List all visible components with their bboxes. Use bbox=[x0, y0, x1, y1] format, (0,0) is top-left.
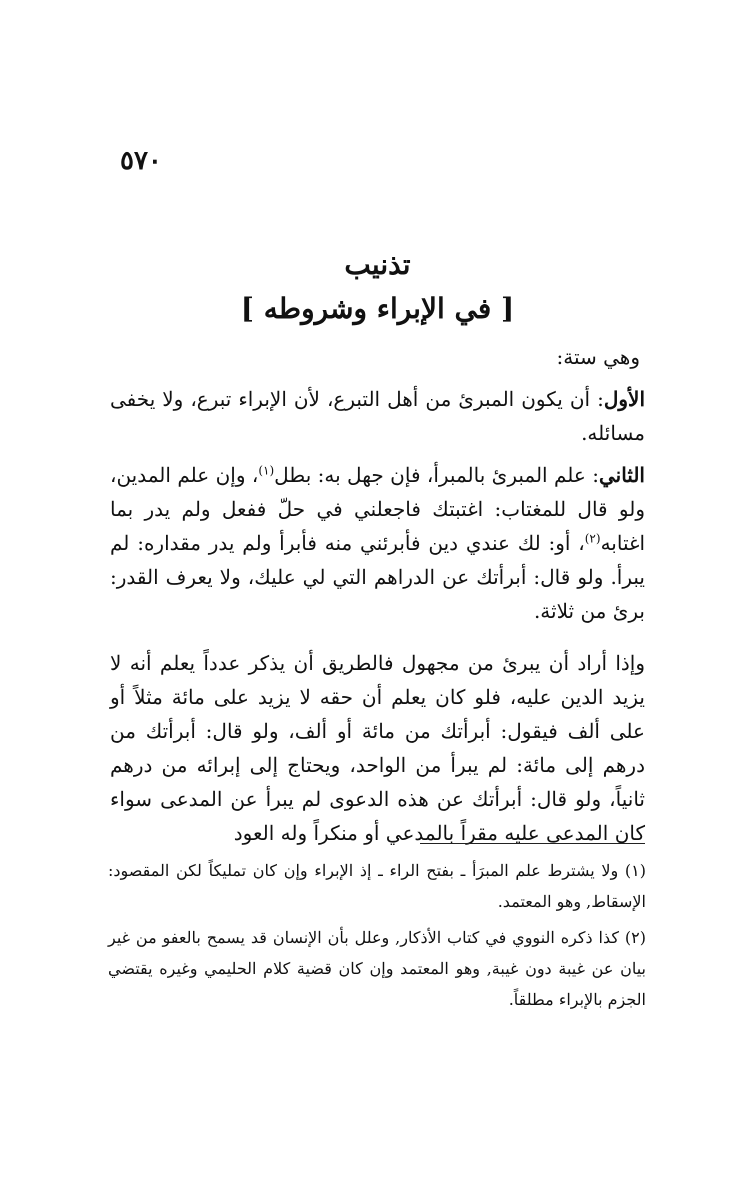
footnote-1 bbox=[108, 855, 646, 917]
footnote-ref-2[interactable]: (٢) bbox=[584, 531, 601, 546]
footnote-1-marker: (١) bbox=[624, 861, 646, 880]
condition-first-paragraph bbox=[110, 382, 645, 450]
page-number: ٥٧٠ bbox=[120, 146, 162, 176]
footnote-divider bbox=[420, 843, 645, 844]
section-title: تذنيب bbox=[344, 248, 411, 281]
section-subtitle: [ في الإبراء وشروطه ] bbox=[240, 292, 515, 325]
intro-text: وهي ستة: bbox=[556, 345, 640, 369]
footnote-1-text: ولا يشترط علم المبرَأ ـ بفتح الراء ـ إذ الإبراء وإن كان تمليكاً لكن المقصود: الإسقاط, وهو المعتمد. bbox=[108, 861, 646, 911]
condition-second-text-part3: ، أو: لك عندي دين فأبرئني منه فأبرأ ولم يدر مقداره: لم يبرأ. ولو قال: أبرأتك عن الدراهم التي لي عليك، ولا يعرف القدر: برئ من ثلاثة. bbox=[110, 531, 646, 623]
condition-second-paragraph bbox=[110, 458, 645, 628]
condition-first-lead: الأول bbox=[603, 387, 645, 411]
condition-second-text-part1: : علم المبرئ بالمبرأ، فإن جهل به: بطل bbox=[274, 463, 599, 487]
footnote-ref-1[interactable]: (١) bbox=[258, 463, 275, 478]
condition-first-text: : أن يكون المبرئ من أهل التبرع، لأن الإبراء تبرع، ولا يخفى مسائله. bbox=[110, 387, 645, 445]
footnote-2 bbox=[108, 922, 646, 1015]
condition-second-lead: الثاني bbox=[598, 463, 645, 487]
condition-second-text-part2: ، وإن علم المدين، ولو قال للمغتاب: اغتبتك فاجعلني في حلّ ففعل ولم يدر بما اغتابه bbox=[110, 463, 645, 555]
footnote-2-marker: (٢) bbox=[624, 928, 646, 947]
footnote-2-text: كذا ذكره النووي في كتاب الأذكار, وعلل بأن الإنسان قد يسمح بالعفو من غير بيان عن غيبة دون غيبة, وهو المعتمد وإن كان قضية كلام الحليمي وغيره يقتضي الجزم بالإبراء مطلقاً. bbox=[108, 928, 646, 1009]
body-paragraph-three: وإذا أراد أن يبرئ من مجهول فالطريق أن يذكر عدداً يعلم أنه لا يزيد الدين عليه، فلو كان يعلم أن حقه لا يزيد على مائة مثلاً أو على ألف فيقول: أبرأتك من مائة أو ألف، ولو قال: أبرأتك من درهم إلى مائة: لم يبرأ من الواحد، ويحتاج إلى إبرائه من درهم ثانياً، ولو قال: أبرأتك عن هذه الدعوى لم يبرأ عن المدعى سواء كان المدعى عليه مقراً بالمدعي أو منكراً وله العود bbox=[110, 651, 645, 845]
